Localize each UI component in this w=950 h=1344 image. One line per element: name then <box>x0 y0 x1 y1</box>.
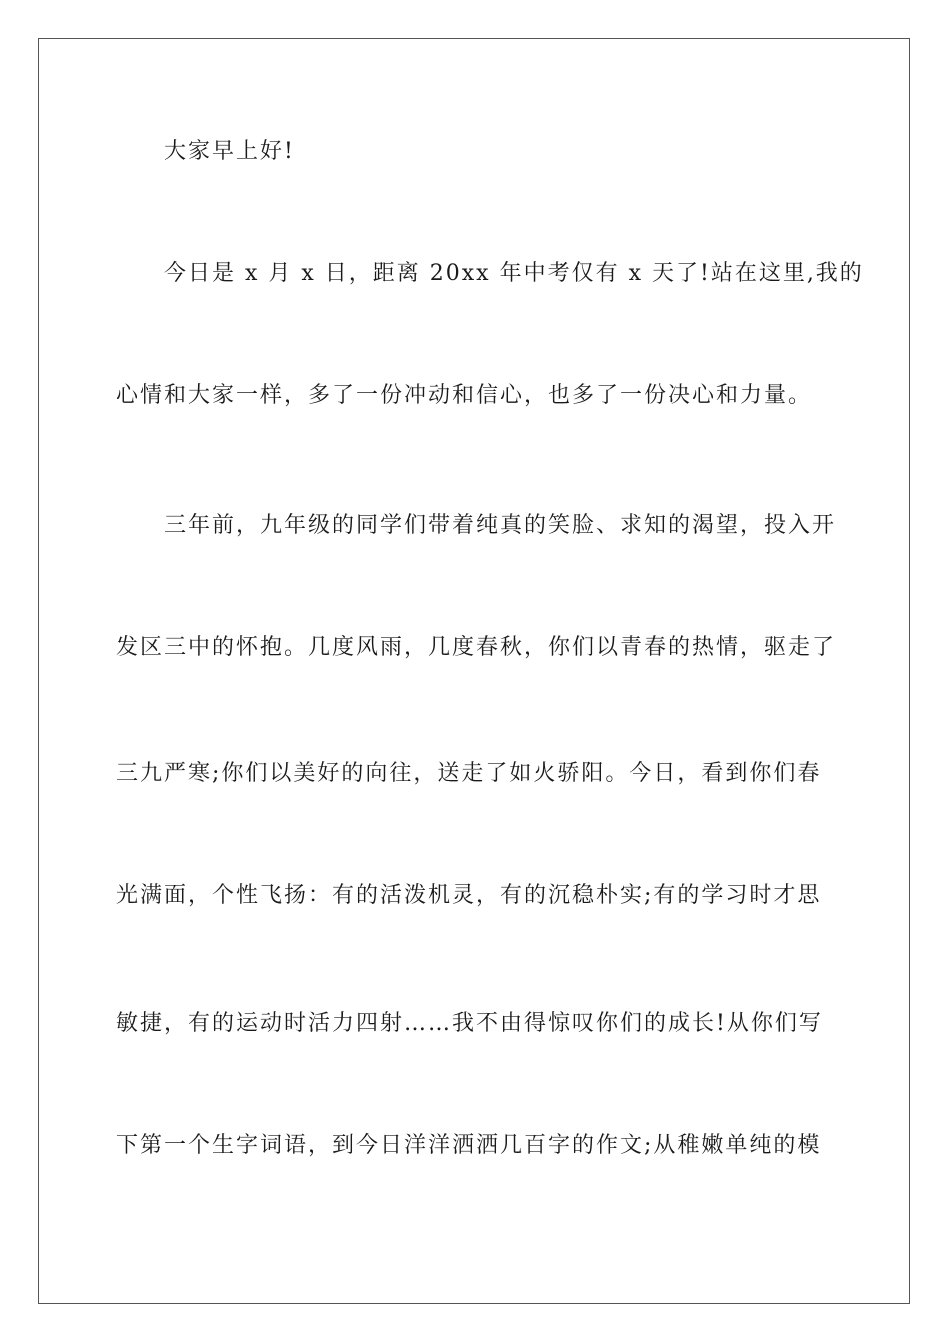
paragraph-line: 心情和大家一样，多了一份冲动和信心，也多了一份决心和力量。 <box>116 383 813 408</box>
page-border <box>38 38 910 1304</box>
paragraph-line: 光满面，个性飞扬：有的活泼机灵，有的沉稳朴实;有的学习时才思 <box>116 883 822 908</box>
paragraph-line: 发区三中的怀抱。几度风雨，几度春秋，你们以青春的热情，驱走了 <box>116 635 837 660</box>
paragraph-line: 三九严寒;你们以美好的向往，送走了如火骄阳。今日，看到你们春 <box>116 761 822 786</box>
paragraph-line: 敏捷，有的运动时活力四射……我不由得惊叹你们的成长!从你们写 <box>116 1011 823 1036</box>
paragraph-line: 三年前，九年级的同学们带着纯真的笑脸、求知的渴望，投入开 <box>164 513 837 538</box>
greeting-line: 大家早上好! <box>164 139 295 164</box>
paragraph-line: 下第一个生字词语，到今日洋洋洒洒几百字的作文;从稚嫩单纯的模 <box>116 1133 822 1158</box>
paragraph-line: 今日是 x 月 x 日，距离 20xx 年中考仅有 x 天了!站在这里,我的 <box>164 261 864 286</box>
